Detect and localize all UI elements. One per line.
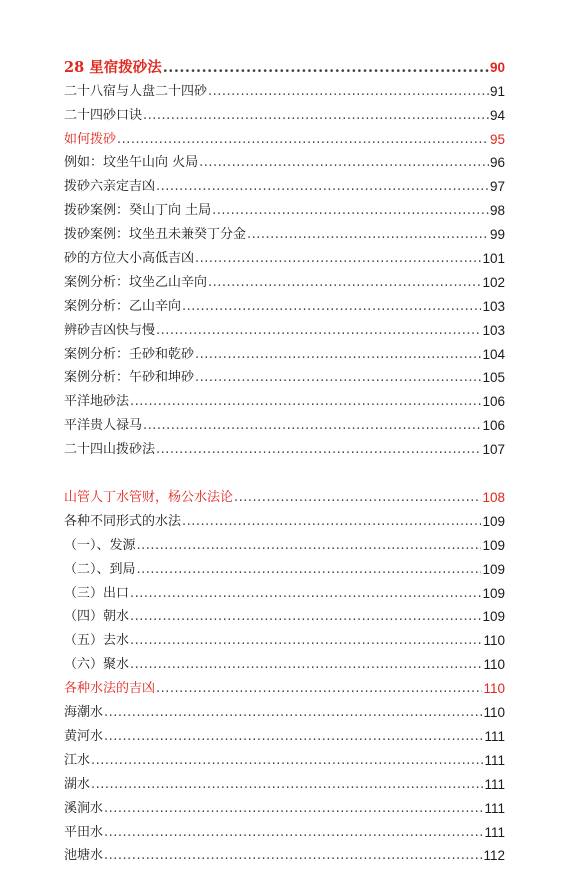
dot-leader — [117, 132, 489, 148]
toc-entry[interactable] — [64, 171, 505, 195]
dot-leader — [163, 60, 489, 76]
dot-leader — [208, 84, 489, 100]
dot-leader — [104, 825, 483, 841]
dot-leader — [199, 155, 489, 171]
toc-entry-title: 江水 — [64, 752, 91, 768]
dot-leader — [104, 801, 483, 817]
toc-entry-page-number: 111 — [484, 728, 505, 744]
toc-entry[interactable] — [64, 769, 505, 793]
toc-entry[interactable] — [64, 482, 505, 506]
toc-entry-page-number: 109 — [482, 585, 505, 601]
toc-entry-page-number: 111 — [484, 824, 505, 840]
toc-entry-title: 各种水法的吉凶 — [64, 681, 156, 697]
toc-entry-title: 黄河水 — [64, 728, 104, 744]
dot-leader — [143, 108, 489, 124]
dot-leader — [208, 275, 481, 291]
dot-leader — [156, 681, 482, 697]
toc-entry[interactable] — [64, 243, 505, 267]
toc-entry-title: （五）去水 — [64, 633, 130, 649]
toc-entry[interactable] — [64, 625, 505, 649]
toc-entry-title: （三）出口 — [64, 585, 130, 601]
dot-leader — [91, 753, 483, 769]
toc-entry-title: （四）朝水 — [64, 609, 130, 625]
dot-leader — [195, 347, 481, 363]
toc-entry[interactable] — [64, 530, 505, 554]
toc-entry-title: 案例分析：坟坐乙山辛向 — [64, 274, 208, 290]
toc-entry-title: 平洋贵人禄马 — [64, 418, 143, 434]
dot-leader — [104, 729, 483, 745]
toc-entry[interactable] — [64, 793, 505, 817]
toc-entry-title: 拨砂案例：癸山丁向 土局 — [64, 203, 212, 219]
toc-entry[interactable] — [64, 578, 505, 602]
toc-entry[interactable] — [64, 745, 505, 769]
toc-entry[interactable] — [64, 721, 505, 745]
toc-entry-title: 辨砂吉凶快与慢 — [64, 322, 156, 338]
toc-entry-title: 二十八宿与人盘二十四砂 — [64, 83, 208, 99]
toc-entry-title: （六）聚水 — [64, 657, 130, 673]
toc-entry[interactable] — [64, 841, 505, 865]
toc-entry-title: 案例分析：乙山辛向 — [64, 298, 182, 314]
toc-entry-title: 二十四砂口诀 — [64, 107, 143, 123]
dot-leader — [104, 848, 482, 864]
toc-entry[interactable] — [64, 267, 505, 291]
toc-entry-title: 28 星宿拨砂法 — [64, 58, 162, 76]
toc-entry-page-number: 99 — [489, 227, 505, 243]
toc-entry-title: 平田水 — [64, 824, 104, 840]
dot-leader — [137, 538, 482, 554]
toc-entry-page-number: 109 — [482, 513, 505, 529]
toc-entry-page-number: 109 — [482, 561, 505, 577]
toc-entry-page-number: 96 — [489, 155, 505, 171]
toc-entry-page-number: 109 — [482, 537, 505, 553]
dot-leader — [91, 777, 483, 793]
toc-entry[interactable] — [64, 602, 505, 626]
toc-entry[interactable] — [64, 363, 505, 387]
toc-entry[interactable] — [64, 76, 505, 100]
toc-entry-page-number: 108 — [482, 490, 505, 506]
toc-entry-page-number: 102 — [482, 274, 505, 290]
toc-entry-page-number: 112 — [483, 848, 505, 864]
dot-leader — [130, 394, 481, 410]
toc-entry-title: 如何拨砂 — [64, 131, 117, 147]
dot-leader — [234, 490, 481, 506]
toc-entry[interactable] — [64, 649, 505, 673]
toc-entry-title: 湖水 — [64, 776, 91, 792]
toc-entry-page-number: 111 — [484, 752, 505, 768]
toc-entry-page-number: 106 — [482, 418, 505, 434]
table-of-contents — [64, 52, 505, 864]
toc-entry[interactable] — [64, 291, 505, 315]
dot-leader — [156, 323, 481, 339]
toc-entry-title: 池塘水 — [64, 848, 104, 864]
toc-entry-page-number: 90 — [489, 59, 505, 75]
dot-leader — [143, 418, 481, 434]
dot-leader — [130, 586, 481, 602]
toc-entry-title: 海潮水 — [64, 705, 104, 721]
toc-entry-page-number: 104 — [482, 346, 505, 362]
dot-leader — [156, 442, 481, 458]
toc-entry-title: （二）、到局 — [64, 561, 136, 577]
toc-entry-page-number: 91 — [489, 83, 505, 99]
toc-entry-title: 二十四山拨砂法 — [64, 442, 156, 458]
dot-leader — [137, 562, 482, 578]
toc-entry-title: 案例分析：壬砂和乾砂 — [64, 346, 195, 362]
toc-entry-page-number: 103 — [482, 298, 505, 314]
toc-entry-title: 各种不同形式的水法 — [64, 513, 182, 529]
toc-entry[interactable] — [64, 100, 505, 124]
toc-entry[interactable] — [64, 410, 505, 434]
toc-entry[interactable] — [64, 124, 505, 148]
toc-entry-page-number: 101 — [482, 251, 505, 267]
toc-entry-page-number: 110 — [483, 633, 505, 649]
toc-entry-title: 拨砂案例：坟坐丑未兼癸丁分金 — [64, 227, 247, 243]
dot-leader — [130, 657, 482, 673]
toc-entry-page-number: 95 — [489, 131, 505, 147]
toc-entry[interactable] — [64, 315, 505, 339]
toc-entry-page-number: 111 — [484, 800, 505, 816]
dot-leader — [104, 705, 482, 721]
toc-entry-page-number: 94 — [489, 107, 505, 123]
toc-entry-page-number: 97 — [489, 179, 505, 195]
toc-entry-page-number: 105 — [482, 370, 505, 386]
toc-entry-page-number: 110 — [483, 657, 505, 673]
toc-entry-page-number: 110 — [483, 681, 505, 697]
toc-entry-page-number: 103 — [482, 322, 505, 338]
dot-leader — [195, 370, 481, 386]
toc-entry-page-number: 98 — [489, 203, 505, 219]
toc-entry-page-number: 111 — [484, 776, 505, 792]
toc-entry[interactable] — [64, 554, 505, 578]
dot-leader — [130, 609, 481, 625]
toc-entry-title: 山管人丁水管财，杨公水法论 — [64, 490, 234, 506]
toc-entry[interactable] — [64, 148, 505, 172]
toc-entry-page-number: 107 — [482, 442, 505, 458]
toc-entry[interactable] — [64, 697, 505, 721]
toc-entry[interactable] — [64, 52, 505, 76]
toc-entry[interactable] — [64, 339, 505, 363]
toc-entry-title: （一）、发源 — [64, 537, 136, 553]
dot-leader — [247, 227, 489, 243]
dot-leader — [212, 203, 489, 219]
toc-entry[interactable] — [64, 506, 505, 530]
toc-entry-page-number: 109 — [482, 609, 505, 625]
toc-entry-page-number: 106 — [482, 394, 505, 410]
toc-entry-title: 溪涧水 — [64, 800, 104, 816]
toc-entry[interactable] — [64, 386, 505, 410]
toc-section-water-method — [64, 482, 505, 864]
toc-entry-title: 案例分析：午砂和坤砂 — [64, 370, 195, 386]
dot-leader — [182, 514, 481, 530]
section-gap — [64, 458, 505, 482]
dot-leader — [195, 251, 481, 267]
toc-entry-page-number: 110 — [483, 705, 505, 721]
toc-entry[interactable] — [64, 434, 505, 458]
toc-entry-title: 拨砂六亲定吉凶 — [64, 179, 156, 195]
toc-entry[interactable] — [64, 195, 505, 219]
dot-leader — [182, 299, 481, 315]
toc-entry[interactable] — [64, 219, 505, 243]
toc-entry[interactable] — [64, 673, 505, 697]
toc-entry[interactable] — [64, 817, 505, 841]
toc-section-sand-method — [64, 52, 505, 458]
dot-leader — [156, 179, 489, 195]
toc-entry-title: 例如：坟坐午山向 火局 — [64, 155, 199, 171]
toc-entry-title: 砂的方位大小高低吉凶 — [64, 251, 195, 267]
dot-leader — [130, 633, 482, 649]
toc-entry-title: 平洋地砂法 — [64, 394, 130, 410]
